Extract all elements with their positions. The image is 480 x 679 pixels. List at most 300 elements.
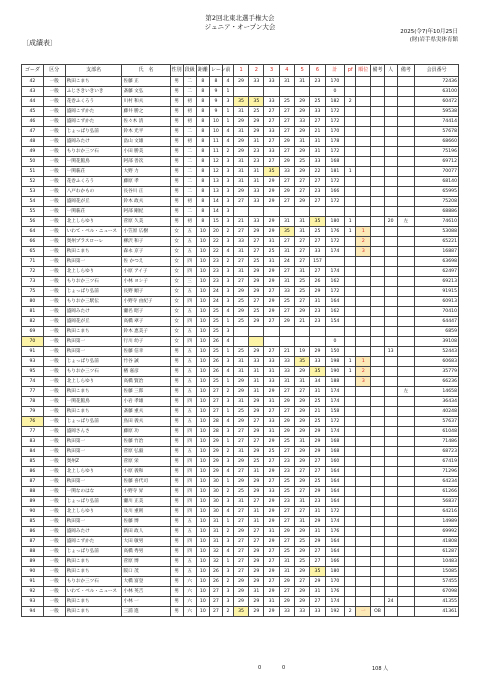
table-cell: 28	[209, 417, 222, 427]
table-cell: 33	[264, 127, 279, 137]
table-cell: 1	[222, 517, 233, 527]
table-cell: 70077	[415, 167, 459, 177]
table-cell: 3	[222, 297, 233, 307]
table-cell: 秋田第一	[65, 517, 122, 527]
table-cell	[397, 447, 414, 457]
table-cell: 29	[233, 387, 248, 397]
table-cell: 31	[249, 137, 264, 147]
table-cell: 佐藤 竹治	[122, 437, 170, 447]
table-cell: 男	[170, 447, 183, 457]
table-cell	[384, 277, 397, 287]
table-cell: 2	[345, 97, 356, 107]
table-cell	[356, 287, 371, 297]
table-cell	[371, 127, 384, 137]
table-cell: 25	[279, 547, 294, 557]
table-cell: 35	[310, 367, 325, 377]
table-cell: もりおか三ツ石	[65, 277, 122, 287]
table-cell: じょっぱり弘前	[65, 127, 122, 137]
table-cell: 10	[196, 267, 209, 277]
table-cell	[371, 587, 384, 597]
table-cell	[371, 557, 384, 567]
table-cell: 21	[233, 217, 248, 227]
table-cell	[371, 87, 384, 97]
table-cell	[345, 87, 356, 97]
table-cell: 66	[22, 237, 44, 247]
table-cell	[397, 517, 414, 527]
table-cell	[384, 317, 397, 327]
table-cell: 29	[264, 607, 279, 617]
table-cell	[397, 97, 414, 107]
table-cell	[384, 577, 397, 587]
table-cell: 一般	[43, 317, 65, 327]
table-row	[22, 227, 459, 237]
table-cell: 27	[295, 257, 310, 267]
table-cell: 27	[279, 147, 294, 157]
table-cell: 鈴木 光平	[122, 127, 170, 137]
table-cell: 82	[22, 317, 44, 327]
table-cell: 31	[279, 217, 294, 227]
table-cell: 3	[222, 287, 233, 297]
table-cell: 阿部 善次	[122, 157, 170, 167]
table-cell: 北上しらゆり	[65, 217, 122, 227]
table-cell	[397, 557, 414, 567]
table-cell: 33	[310, 357, 325, 367]
table-cell	[345, 527, 356, 537]
table-cell: 31	[279, 247, 294, 257]
table-cell: 27	[209, 397, 222, 407]
table-cell: 25	[249, 257, 264, 267]
table-cell: 女	[170, 277, 183, 287]
table-cell: 12	[209, 167, 222, 177]
table-cell: 31	[233, 367, 248, 377]
table-cell: 21	[310, 127, 325, 137]
table-cell: もりおか三ツ石	[65, 577, 122, 587]
table-cell: 男	[170, 377, 183, 387]
table-cell: 57637	[415, 417, 459, 427]
table-cell: 67419	[415, 457, 459, 467]
table-cell: 秋田第一	[65, 337, 122, 347]
table-cell: 31	[233, 357, 248, 367]
table-cell: 佐藤 正	[122, 77, 170, 87]
table-cell: 164	[325, 497, 345, 507]
table-cell: 27	[295, 247, 310, 257]
table-cell	[356, 317, 371, 327]
table-cell: 23	[310, 77, 325, 87]
table-cell: 25	[279, 437, 294, 447]
table-cell: 4	[222, 77, 233, 87]
table-cell	[371, 187, 384, 197]
table-cell	[397, 77, 414, 87]
table-cell: 25	[233, 487, 248, 497]
table-cell: 四	[183, 397, 196, 407]
table-cell: 一般	[43, 427, 65, 437]
table-cell: 29	[233, 117, 248, 127]
table-cell: 四	[183, 547, 196, 557]
table-cell: 31	[209, 527, 222, 537]
table-cell: 33	[233, 237, 248, 247]
table-cell: 秋田第一	[65, 437, 122, 447]
table-cell: 1	[222, 87, 233, 97]
table-cell: 10	[196, 287, 209, 297]
table-cell: 一般	[43, 577, 65, 587]
table-cell: 2	[222, 527, 233, 537]
table-cell: 29	[264, 387, 279, 397]
table-cell: 27	[310, 117, 325, 127]
table-cell: 31	[249, 367, 264, 377]
table-row	[22, 587, 459, 597]
table-cell: 180	[325, 567, 345, 577]
table-cell: 31	[249, 517, 264, 527]
table-cell: 76	[22, 417, 44, 427]
table-cell: 男	[170, 177, 183, 187]
table-cell	[384, 167, 397, 177]
table-cell: 10	[196, 447, 209, 457]
table-cell: 24	[279, 257, 294, 267]
table-cell: 61287	[415, 547, 459, 557]
table-cell	[233, 87, 248, 97]
table-cell	[397, 87, 414, 97]
table-cell: 92	[22, 587, 44, 597]
table-cell	[371, 247, 384, 257]
table-cell	[384, 197, 397, 207]
table-cell: 158	[325, 407, 345, 417]
table-cell	[384, 337, 397, 347]
table-cell: 一般	[43, 267, 65, 277]
table-cell: 女	[170, 237, 183, 247]
table-cell	[356, 167, 371, 177]
table-cell: 2	[345, 607, 356, 617]
table-cell	[371, 567, 384, 577]
table-cell: 小原 義和	[122, 467, 170, 477]
table-cell: 30	[209, 487, 222, 497]
table-cell: 三浦 進	[122, 607, 170, 617]
table-cell: 斎藤 文弘	[122, 87, 170, 97]
table-row	[22, 317, 459, 327]
table-cell: 一般	[43, 457, 65, 467]
table-cell: 八戸わかもの	[65, 187, 122, 197]
table-cell: 65995	[415, 187, 459, 197]
table-cell: 一般	[43, 157, 65, 167]
table-cell: 83	[22, 437, 44, 447]
table-cell: 25	[295, 277, 310, 287]
table-cell: 27	[209, 387, 222, 397]
table-cell: 29	[264, 277, 279, 287]
table-cell: 35779	[415, 367, 459, 377]
column-header: 4	[279, 65, 294, 77]
table-cell: 21	[279, 347, 294, 357]
table-cell: 150	[325, 347, 345, 357]
table-cell: 鈴木 政夫	[122, 197, 170, 207]
table-cell	[384, 587, 397, 597]
table-cell: 女	[170, 287, 183, 297]
table-cell: 33	[249, 187, 264, 197]
table-cell: 29	[233, 137, 248, 147]
table-cell: 29	[209, 437, 222, 447]
table-cell: 53	[22, 187, 44, 197]
table-cell: 10	[196, 587, 209, 597]
table-cell: 27	[233, 547, 248, 557]
table-cell: 33	[264, 147, 279, 157]
table-cell: 91	[22, 577, 44, 587]
table-cell	[371, 387, 384, 397]
table-cell: 男	[170, 397, 183, 407]
table-cell: 31	[233, 127, 248, 137]
table-cell: 27	[264, 107, 279, 117]
table-cell: 27	[279, 117, 294, 127]
table-cell: 3	[222, 397, 233, 407]
table-cell: 藤原 功	[122, 427, 170, 437]
table-cell: 佐藤 博	[122, 517, 170, 527]
table-cell: 一関萩荘	[65, 207, 122, 217]
table-cell: 20	[384, 217, 397, 227]
table-cell: 31	[279, 567, 294, 577]
table-cell: 27	[233, 437, 248, 447]
table-cell: 29	[264, 187, 279, 197]
table-cell: 27	[233, 277, 248, 287]
table-row	[22, 377, 459, 387]
table-cell	[384, 187, 397, 197]
table-cell	[356, 157, 371, 167]
table-cell: もりおか三ツ石	[65, 147, 122, 157]
table-cell: 29	[233, 187, 248, 197]
table-cell	[384, 427, 397, 437]
table-cell	[384, 357, 397, 367]
table-cell: 29	[264, 587, 279, 597]
table-cell	[397, 497, 414, 507]
table-cell: 一般	[43, 187, 65, 197]
table-cell: 31	[295, 227, 310, 237]
table-cell: 33	[279, 367, 294, 377]
table-cell: 27	[310, 267, 325, 277]
table-cell: 30	[209, 477, 222, 487]
table-cell: 91	[22, 347, 44, 357]
table-cell	[345, 457, 356, 467]
table-cell	[345, 177, 356, 187]
table-cell: 29	[264, 497, 279, 507]
table-cell: 3	[222, 157, 233, 167]
table-cell: 27	[264, 347, 279, 357]
table-cell: 27	[264, 317, 279, 327]
table-cell	[310, 207, 325, 217]
table-cell: 29	[310, 517, 325, 527]
table-cell: 10	[196, 357, 209, 367]
table-cell: 六	[183, 577, 196, 587]
table-cell: 2	[356, 367, 371, 377]
table-cell: 一般	[43, 117, 65, 127]
table-cell: 31	[295, 267, 310, 277]
table-cell: 27	[209, 597, 222, 607]
table-row	[22, 267, 459, 277]
table-cell: 29	[279, 317, 294, 327]
table-cell: 170	[325, 77, 345, 87]
table-cell	[295, 87, 310, 97]
table-cell	[345, 337, 356, 347]
table-cell: 27	[295, 237, 310, 247]
table-cell: 29	[264, 467, 279, 477]
table-cell: 31	[279, 77, 294, 87]
table-cell: 28	[209, 427, 222, 437]
table-cell	[371, 117, 384, 127]
table-cell: 35	[249, 97, 264, 107]
table-cell: 13	[384, 347, 397, 357]
table-row	[22, 567, 459, 577]
table-cell: 26	[209, 567, 222, 577]
table-cell: 藤原 孝	[122, 177, 170, 187]
table-cell: 29	[233, 287, 248, 297]
table-cell: 27	[279, 537, 294, 547]
table-cell: 男	[170, 527, 183, 537]
header-row	[22, 65, 459, 77]
table-cell	[384, 307, 397, 317]
table-cell: 27	[295, 487, 310, 497]
table-cell: 27	[279, 507, 294, 517]
table-cell: 31	[264, 257, 279, 267]
table-cell: 10	[196, 427, 209, 437]
table-cell: 二	[183, 177, 196, 187]
table-cell: 31	[295, 77, 310, 87]
table-cell: 29	[233, 597, 248, 607]
table-cell	[356, 507, 371, 517]
table-row	[22, 557, 459, 567]
table-cell: 93	[22, 357, 44, 367]
table-cell: 10	[196, 367, 209, 377]
table-cell	[397, 527, 414, 537]
table-cell	[295, 337, 310, 347]
table-cell	[371, 357, 384, 367]
table-cell: 四	[183, 427, 196, 437]
table-cell: 秋田第一	[65, 257, 122, 267]
table-cell: 4	[222, 547, 233, 557]
table-cell: 一般	[43, 357, 65, 367]
table-cell: 69213	[415, 277, 459, 287]
table-cell	[356, 307, 371, 317]
table-cell: 52443	[415, 347, 459, 357]
table-cell: 174	[325, 247, 345, 257]
table-cell: 10	[196, 247, 209, 257]
table-cell: 35	[233, 97, 248, 107]
table-cell: 29	[295, 457, 310, 467]
table-cell	[345, 117, 356, 127]
table-cell: 盛岡みたけ	[65, 137, 122, 147]
table-cell: 3	[222, 167, 233, 177]
table-cell: 男	[170, 597, 183, 607]
table-cell: 31	[264, 367, 279, 377]
table-cell: 30	[209, 497, 222, 507]
table-cell: 29	[233, 147, 248, 157]
table-cell: 一般	[43, 237, 65, 247]
table-cell: 52	[22, 177, 44, 187]
table-cell	[384, 157, 397, 167]
table-cell: 65221	[415, 237, 459, 247]
table-cell	[397, 187, 414, 197]
table-cell: 25	[279, 487, 294, 497]
table-cell: 45	[22, 107, 44, 117]
table-cell: 3	[222, 197, 233, 207]
table-cell: 3	[222, 497, 233, 507]
table-cell: 29	[209, 457, 222, 467]
table-cell	[371, 397, 384, 407]
table-cell: 10	[196, 307, 209, 317]
table-cell: 42	[22, 77, 44, 87]
table-cell: 一般	[43, 557, 65, 567]
table-cell: 44	[22, 97, 44, 107]
table-cell	[384, 107, 397, 117]
table-cell: 秋田こまち	[65, 557, 122, 567]
table-cell: 一般	[43, 597, 65, 607]
table-cell: 8	[196, 157, 209, 167]
table-cell: 21	[310, 407, 325, 417]
footer-total-a: 0	[258, 665, 262, 671]
table-cell: 27	[279, 307, 294, 317]
table-cell: 29	[264, 507, 279, 517]
table-cell	[397, 607, 414, 617]
column-header: ゴーダ	[22, 65, 44, 77]
table-cell	[384, 207, 397, 217]
table-cell	[384, 537, 397, 547]
table-cell: 四	[183, 437, 196, 447]
table-cell: 33	[249, 357, 264, 367]
table-cell: 29	[233, 377, 248, 387]
table-cell: 29	[249, 317, 264, 327]
table-cell: 盛岡みたけ	[65, 307, 122, 317]
table-cell: 2	[222, 147, 233, 157]
table-cell: 一関なのはな	[65, 487, 122, 497]
table-cell: 男	[170, 457, 183, 467]
table-cell	[371, 227, 384, 237]
table-cell: 畠山 文雄	[122, 137, 170, 147]
table-cell: 一般	[43, 587, 65, 597]
table-cell	[345, 197, 356, 207]
table-cell	[279, 327, 294, 337]
table-cell: 25	[310, 227, 325, 237]
table-cell: 鳥田 義夫	[122, 417, 170, 427]
table-cell: 一般	[43, 367, 65, 377]
table-cell	[264, 207, 279, 217]
table-cell	[371, 217, 384, 227]
table-cell: 六	[183, 587, 196, 597]
table-cell: 29	[264, 567, 279, 577]
table-cell: 90	[22, 567, 44, 577]
table-cell	[345, 507, 356, 517]
table-cell: 162	[325, 277, 345, 287]
table-cell: 71296	[415, 467, 459, 477]
table-cell: 27	[264, 577, 279, 587]
table-cell	[397, 247, 414, 257]
table-cell: 23	[310, 307, 325, 317]
table-cell: 41808	[415, 537, 459, 547]
table-cell	[371, 177, 384, 187]
table-cell: 男	[170, 147, 183, 157]
table-cell: 小林 英吉	[122, 587, 170, 597]
table-cell: 174	[325, 597, 345, 607]
table-cell: 25	[249, 307, 264, 317]
table-cell	[356, 417, 371, 427]
table-cell: 29	[295, 597, 310, 607]
table-cell: 4	[222, 417, 233, 427]
table-cell: 33	[249, 77, 264, 87]
table-cell: 29	[233, 457, 248, 467]
table-cell: 二	[183, 147, 196, 157]
table-cell: 男	[170, 587, 183, 597]
table-cell: 24	[209, 297, 222, 307]
table-cell: 74414	[415, 117, 459, 127]
table-cell: 25	[264, 447, 279, 457]
table-cell: 初	[183, 197, 196, 207]
table-cell: 29	[279, 137, 294, 147]
footer-count: 108 人	[372, 666, 389, 672]
table-cell: 25	[279, 477, 294, 487]
column-header: 順位	[356, 65, 371, 77]
